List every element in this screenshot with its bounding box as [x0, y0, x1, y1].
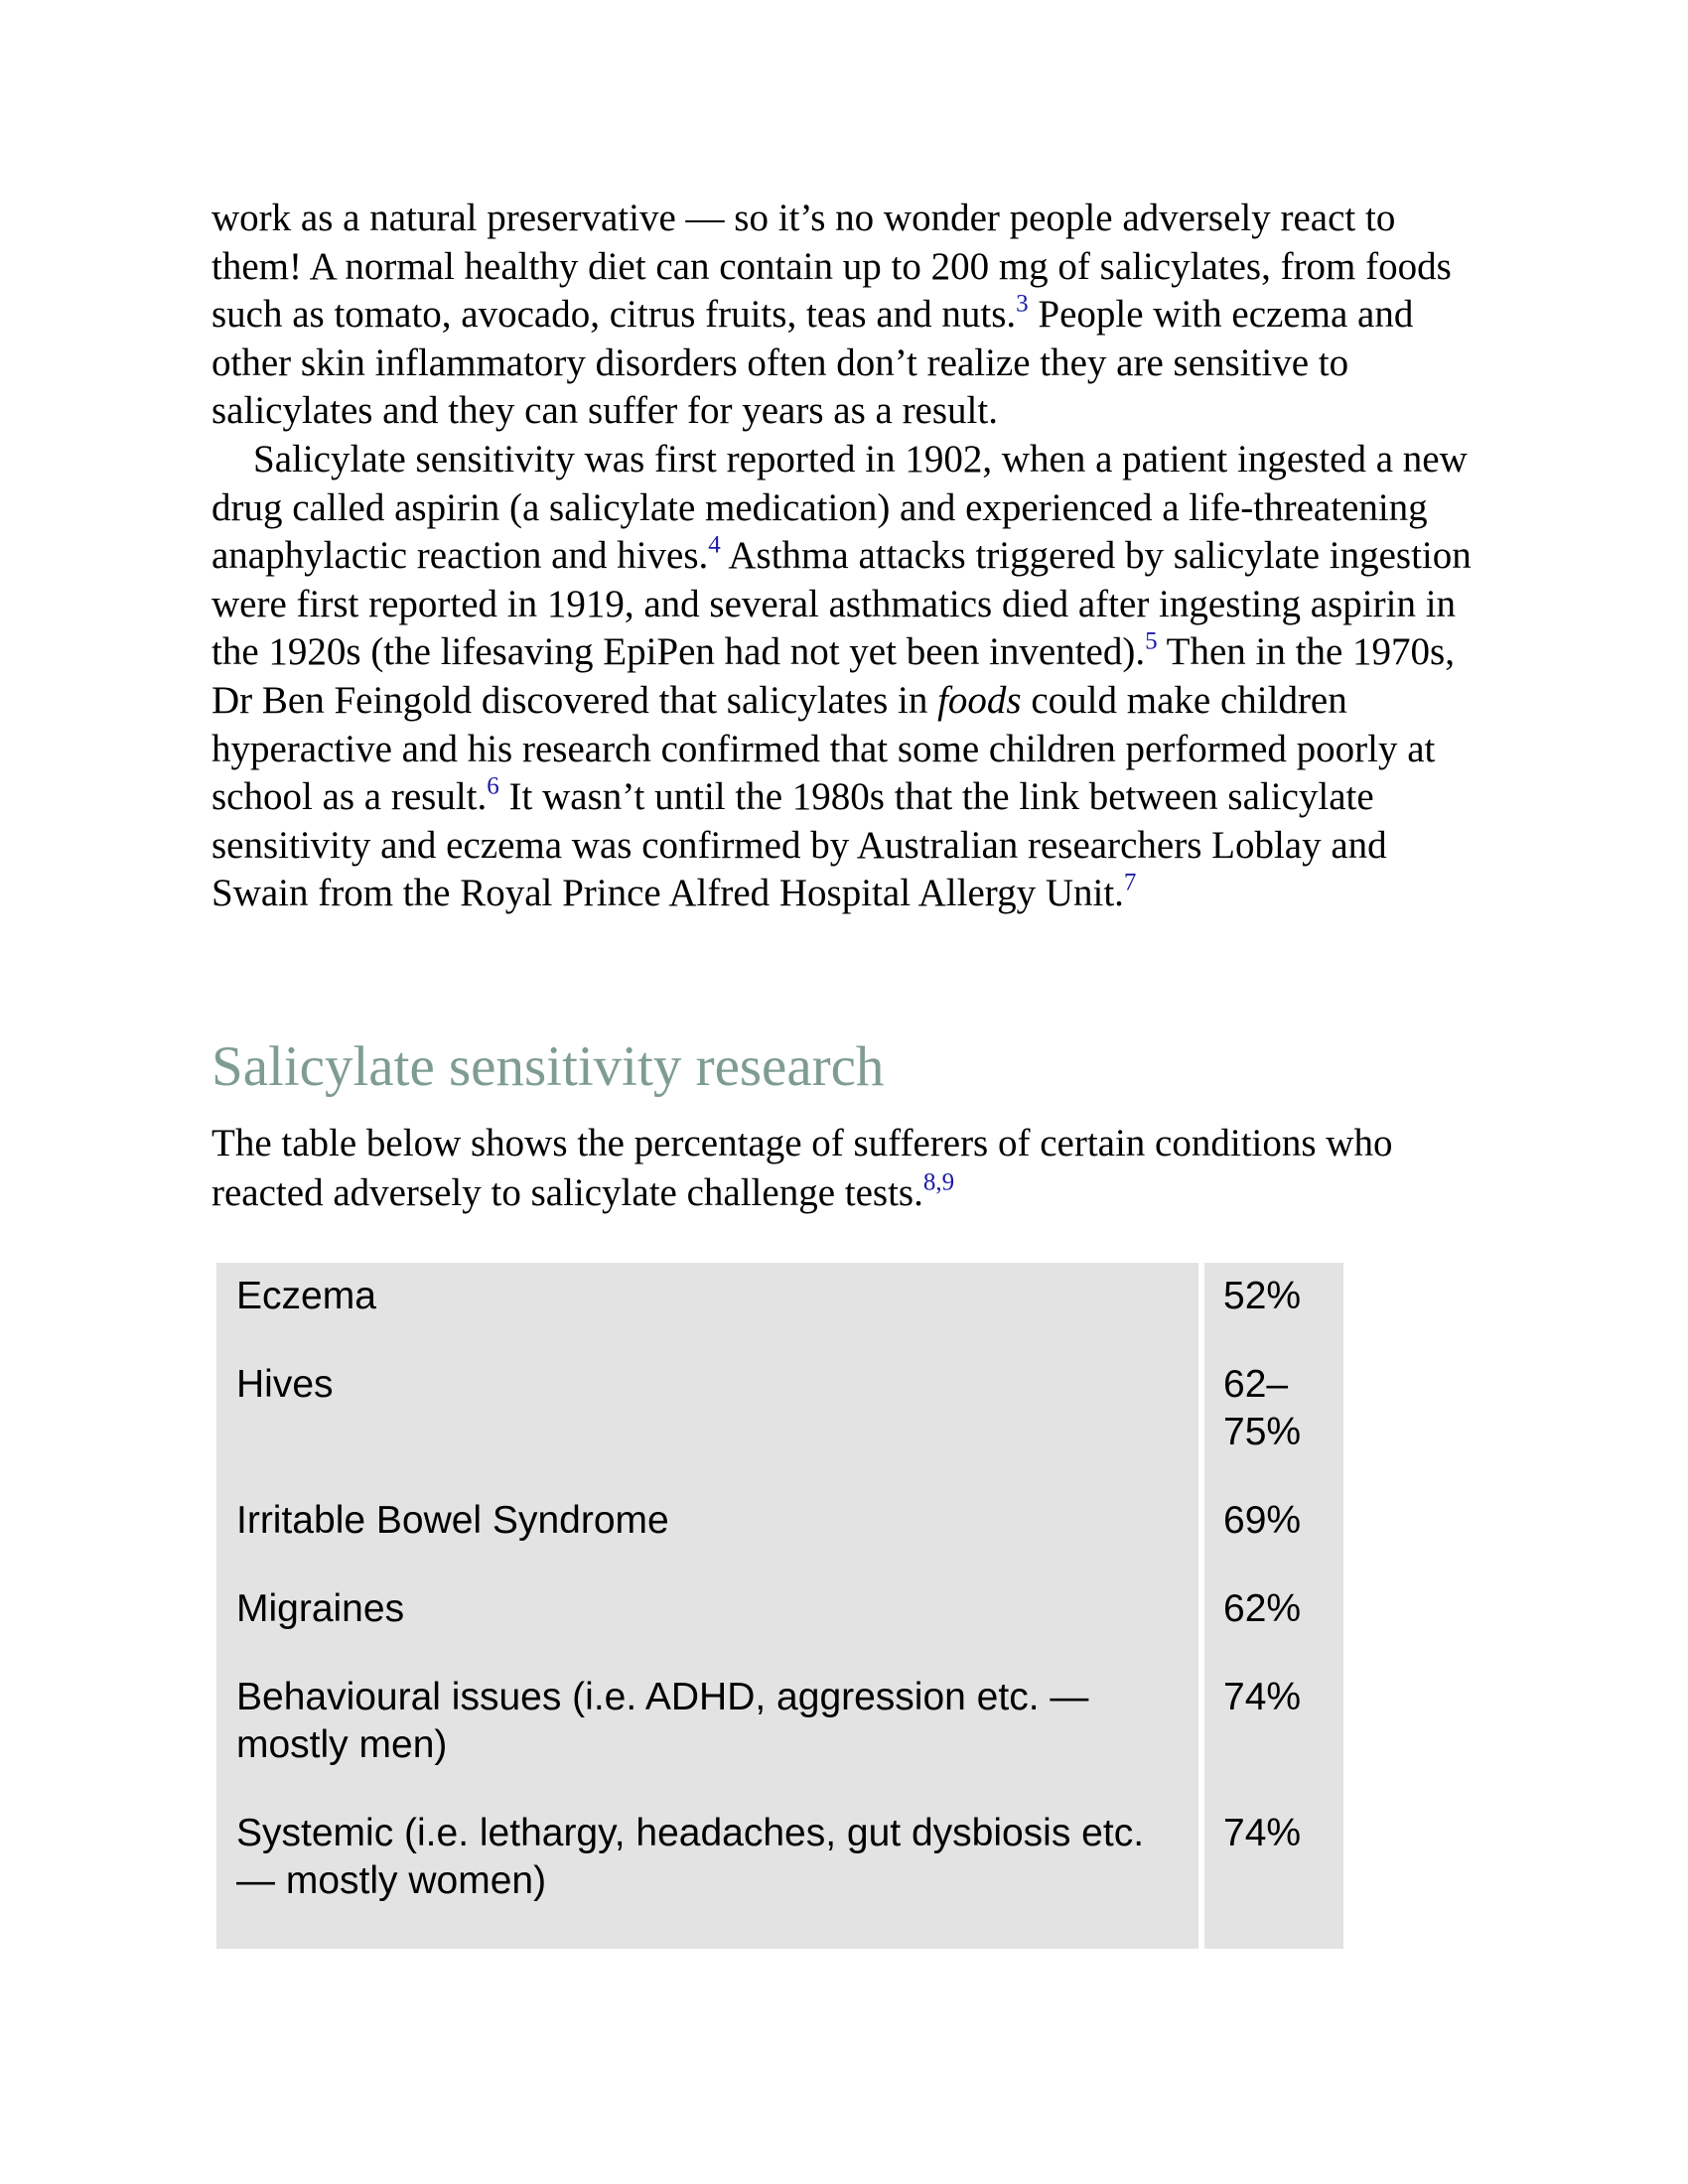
table-row: [216, 1487, 1343, 1575]
body-text: [211, 195, 1492, 918]
percentage-cell: 69%: [1204, 1487, 1343, 1575]
paragraph-2: [211, 436, 1492, 918]
table-row: [216, 1351, 1343, 1487]
percentage-cell: 62–75%: [1204, 1351, 1343, 1487]
condition-cell: Hives: [216, 1351, 1198, 1487]
percentage-cell: 74%: [1204, 1800, 1343, 1949]
footnote-ref-5[interactable]: 5: [1145, 627, 1158, 655]
condition-cell: Migraines: [216, 1575, 1198, 1664]
paragraph-1: [211, 195, 1492, 436]
footnote-ref-6[interactable]: 6: [487, 772, 499, 800]
table-intro-text: The table below shows the percentage of sufferers of certain conditions who reacted adversely to salicylate challenge tests.: [211, 1122, 1393, 1214]
paragraph-1-text-1: work as a natural preservative — so it’s no wonder people adversely react to them! A normal healthy diet can contain up to 200 mg of salicylates, from foods such as tomato, avocado, citrus fruits, teas and nuts.: [211, 197, 1452, 337]
paragraph-2-text-4: could make children hyperactive and his research confirmed that some children performed poorly at school as a result.: [211, 678, 1436, 819]
table-intro: [211, 1119, 1492, 1218]
emphasis-foods: foods: [937, 678, 1022, 722]
table-row: [216, 1575, 1343, 1664]
paragraph-1-text-2: People with eczema and other skin inflammatory disorders often don’t realize they are sensitive to salicylates and they can suffer for years as a result.: [211, 293, 1414, 433]
table-row: [216, 1263, 1343, 1351]
percentage-cell: 62%: [1204, 1575, 1343, 1664]
salicylate-sensitivity-table: [211, 1263, 1349, 1949]
footnote-ref-7[interactable]: 7: [1123, 869, 1137, 896]
percentage-cell: 74%: [1204, 1664, 1343, 1800]
percentage-cell: 52%: [1204, 1263, 1343, 1351]
footnote-ref-4[interactable]: 4: [708, 531, 721, 559]
condition-cell: Systemic (i.e. lethargy, headaches, gut dysbiosis etc. — mostly women): [216, 1800, 1198, 1949]
paragraph-2-text-1: Salicylate sensitivity was first reported in 1902, when a patient ingested a new drug called aspirin (a salicylate medication) and experienced a life-threatening anaphylactic reaction and hives.: [211, 437, 1468, 578]
paragraph-2-text-3: Then in the 1970s, Dr Ben Feingold discovered that salicylates in: [211, 630, 1455, 722]
condition-cell: Behavioural issues (i.e. ADHD, aggression etc. — mostly men): [216, 1664, 1198, 1800]
condition-cell: Eczema: [216, 1263, 1198, 1351]
section-heading: Salicylate sensitivity research: [211, 1035, 885, 1098]
footnote-ref-3[interactable]: 3: [1016, 290, 1029, 318]
footnote-ref-8-9[interactable]: 8,9: [922, 1168, 955, 1196]
paragraph-2-text-2: Asthma attacks triggered by salicylate ingestion were first reported in 1919, and several asthmatics died after ingesting aspirin in the 1920s (the lifesaving EpiPen had not yet been invented).: [211, 534, 1472, 674]
condition-cell: Irritable Bowel Syndrome: [216, 1487, 1198, 1575]
paragraph-2-text-5: It wasn’t until the 1980s that the link between salicylate sensitivity and eczema was confirmed by Australian researchers Loblay and Swain from the Royal Prince Alfred Hospital Allergy Unit.: [211, 775, 1387, 915]
table-row: [216, 1664, 1343, 1800]
table-row: [216, 1800, 1343, 1949]
